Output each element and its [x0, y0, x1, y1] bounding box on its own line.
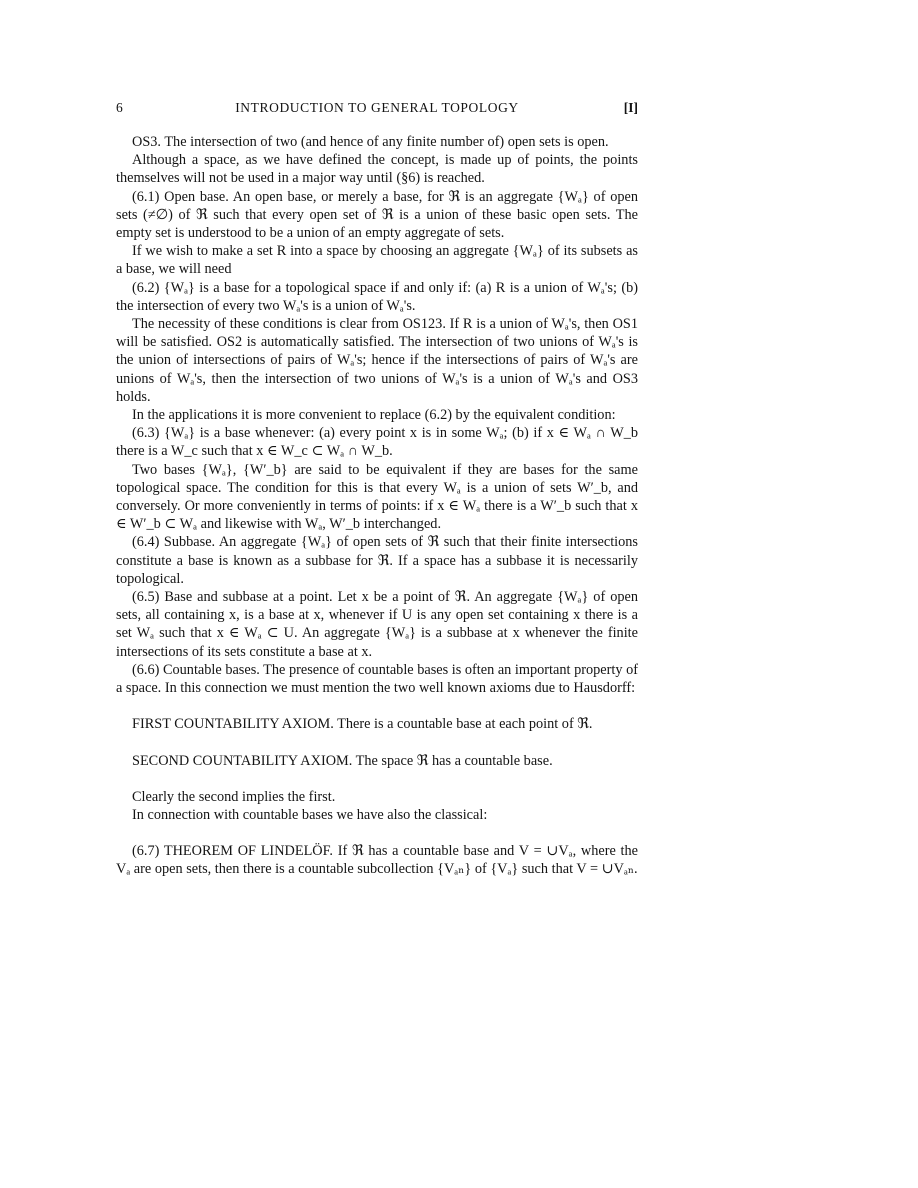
- paragraph-open-base: (6.1) Open base. An open base, or merely a base, for ℜ is an aggregate {Wₐ} of open sets (≠∅) of ℜ such that every open set of ℜ is a union of these basic open sets. The empty set is understood to be a union of an empty aggregate of sets.: [116, 188, 638, 242]
- paragraph-6-3: (6.3) {Wₐ} is a base whenever: (a) every point x is in some Wₐ; (b) if x ∈ Wₐ ∩ W_b there is a W_c such that x ∈ W_c ⊂ Wₐ ∩ W_b.: [116, 425, 638, 460]
- paragraph-applications: In the applications it is more convenient to replace (6.2) by the equivalent condition:: [132, 407, 616, 424]
- theorem-lindelof: (6.7) THEOREM OF LINDELÖF. If ℜ has a countable base and V = ∪Vₐ, where the Vₐ are open sets, then there is a countable subcollection {Vₐₙ} of {Vₐ} such that V = ∪Vₐₙ.: [116, 843, 638, 878]
- paragraph-points: Although a space, as we have defined the concept, is made up of points, the points themselves will not be used in a major way until (§6) is reached.: [116, 152, 638, 187]
- page-number: 6: [116, 100, 123, 115]
- paragraph-subbase: (6.4) Subbase. An aggregate {Wₐ} of open sets of ℜ such that their finite intersections constitute a base is known as a subbase for ℜ. If a space has a subbase it is necessarily topological.: [116, 534, 638, 587]
- paragraph-necessity: The necessity of these conditions is clear from OS123. If R is a union of Wₐ's, then OS1 will be satisfied. OS2 is automatically satisfied. The intersection of two unions of Wₐ's is the union of intersections of pairs of Wₐ's; hence if the intersections of pairs of Wₐ's are unions of Wₐ's, then the intersection of two unions of Wₐ's is a union of Wₐ's and OS3 holds.: [116, 316, 638, 405]
- paragraph-6-2: (6.2) {Wₐ} is a base for a topological space if and only if: (a) R is a union of Wₐ's; (b) the intersection of every two Wₐ's is a union of Wₐ's.: [116, 279, 638, 314]
- paragraph-base-at-point: (6.5) Base and subbase at a point. Let x be a point of ℜ. An aggregate {Wₐ} of open sets, all containing x, is a base at x, whenever if U is any open set containing x there is a set Wₐ such that x ∈ Wₐ ⊂ U. An aggregate {Wₐ} is a subbase at x whenever the finite intersections of its sets constitute a base at x.: [116, 589, 638, 660]
- paragraph-equivalent-bases: Two bases {Wₐ}, {W′_b} are said to be equivalent if they are bases for the same topological space. The condition for this is that every Wₐ is a union of sets W′_b, and conversely. Or more conveniently in terms of points: if x ∈ Wₐ there is a W′_b such that x ∈ W′_b ⊂ Wₐ and likewise with Wₐ, W′_b interchanged.: [116, 461, 638, 533]
- paragraph-os3: OS3. The intersection of two (and hence of any finite number of) open sets is open.: [132, 134, 609, 150]
- first-countability-axiom: FIRST COUNTABILITY AXIOM. There is a countable base at each point of ℜ.: [132, 716, 593, 733]
- paragraph-make-space: If we wish to make a set R into a space by choosing an aggregate {Wₐ} of its subsets as a base, we will need: [116, 243, 638, 278]
- page-body: [116, 133, 638, 879]
- running-title: INTRODUCTION TO GENERAL TOPOLOGY: [235, 100, 519, 115]
- second-countability-axiom: SECOND COUNTABILITY AXIOM. The space ℜ has a countable base.: [132, 752, 553, 769]
- page-header: [116, 100, 638, 118]
- section-marker: [I]: [623, 100, 638, 115]
- paragraph-connection: In connection with countable bases we have also the classical:: [132, 806, 488, 823]
- paragraph-countable-bases: (6.6) Countable bases. The presence of countable bases is often an important property of a space. In this connection we must mention the two well known axioms due to Hausdorff:: [116, 661, 638, 697]
- paragraph-clearly: Clearly the second implies the first.: [132, 788, 336, 805]
